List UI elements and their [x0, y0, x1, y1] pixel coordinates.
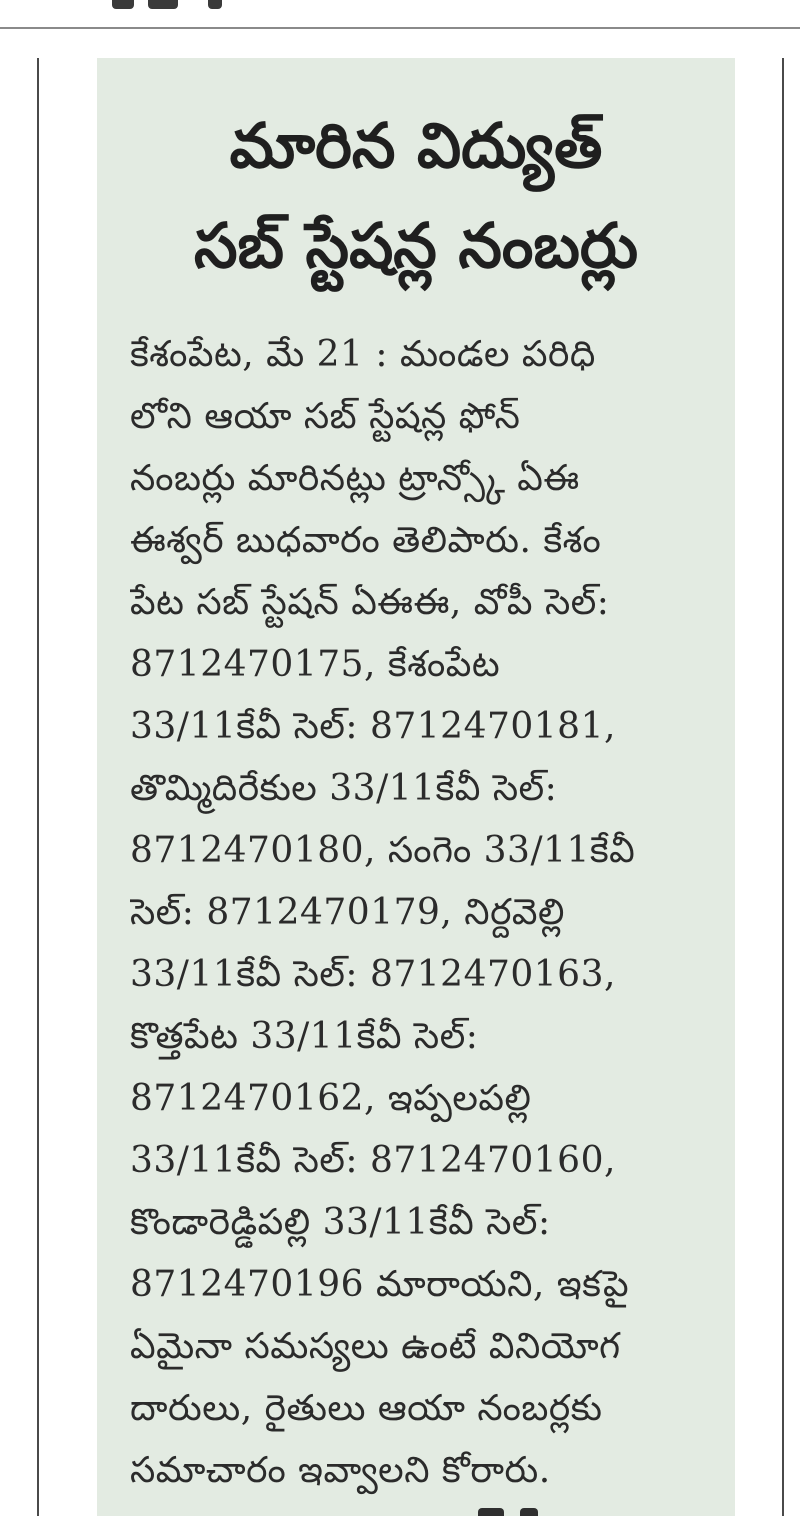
right-column-rule: [782, 58, 784, 1516]
body-line: పేట సబ్ స్టేషన్ ఏఈఈ, వోపీ సెల్:: [130, 582, 610, 623]
body-line: 8712470162, ఇప్పలపల్లి: [130, 1078, 532, 1119]
body-line: తొమ్మిదిరేకుల 33/11కేవీ సెల్:: [130, 768, 558, 809]
body-line: 8712470180, సంగెం 33/11కేవీ: [130, 830, 636, 871]
body-line: కొండారెడ్డిపల్లి 33/11కేవీ సెల్:: [130, 1202, 551, 1243]
article-body: [130, 324, 720, 1502]
body-line: 33/11కేవీ సెల్: 8712470160,: [130, 1140, 616, 1181]
top-divider: [0, 27, 800, 29]
body-line: సమాచారం ఇవ్వాలని కోరారు.: [130, 1450, 551, 1491]
left-column-rule: [37, 58, 39, 1516]
cropped-glyph-fragment: [148, 0, 178, 9]
body-line: 33/11కేవీ సెల్: 8712470163,: [130, 954, 616, 995]
headline-line-1: మారిన విద్యుత్: [229, 109, 603, 182]
body-line: సెల్: 8712470179, నిర్దవెల్లి: [130, 892, 565, 933]
cropped-glyph-fragment: [478, 1508, 504, 1516]
body-line: నంబర్లు మారినట్లు ట్రాన్స్కో ఏఈ: [130, 458, 580, 499]
body-line: ఏమైనా సమస్యలు ఉంటే వినియోగ: [130, 1326, 621, 1367]
headline-line-2: సబ్ స్టేషన్ల నంబర్లు: [193, 209, 639, 282]
body-line: కేశంపేట, మే 21 : మండల పరిధి: [130, 334, 596, 375]
body-line: 8712470196 మారాయని, ఇకపై: [130, 1264, 630, 1305]
body-line: 33/11కేవీ సెల్: 8712470181,: [130, 706, 616, 747]
body-line: ఈశ్వర్ బుధవారం తెలిపారు. కేశం: [130, 520, 602, 561]
body-line: 8712470175, కేశంపేట: [130, 644, 501, 685]
body-line: కొత్తపేట 33/11కేవీ సెల్:: [130, 1016, 479, 1057]
cropped-glyph-fragment: [520, 1508, 538, 1516]
article-box: [97, 58, 735, 1516]
article-headline: [97, 96, 735, 296]
body-line: లోని ఆయా సబ్ స్టేషన్ల ఫోన్: [130, 396, 521, 437]
cropped-glyph-fragment: [208, 0, 222, 9]
cropped-glyph-fragment: [112, 0, 134, 9]
body-line: దారులు, రైతులు ఆయా నంబర్లకు: [130, 1388, 603, 1429]
cropped-previous-text: [0, 0, 800, 14]
